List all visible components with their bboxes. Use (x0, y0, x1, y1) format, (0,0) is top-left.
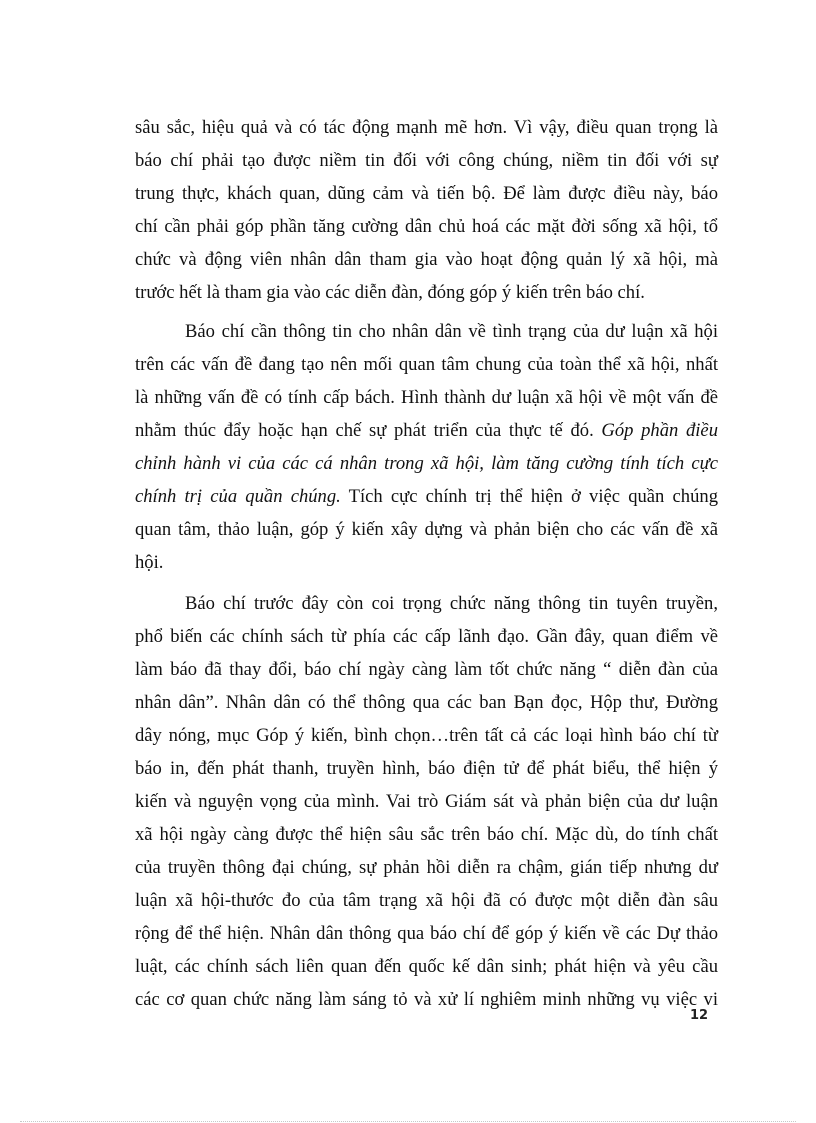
text-line: trên các vấn đề đang tạo nên mối quan tâm chung của toàn thể xã hội, nhất (135, 354, 718, 375)
paragraph-2 (135, 315, 718, 579)
text-line: quan tâm, thảo luận, góp ý kiến xây dựng và phản biện cho các vấn đề xã (135, 519, 718, 540)
text-line: rộng để thể hiện. Nhân dân thông qua báo chí để góp ý kiến về các Dự thảo (135, 923, 718, 944)
text-line: phổ biến các chính sách từ phía các cấp lãnh đạo. Gần đây, quan điểm về (135, 626, 718, 647)
text-line: chức và động viên nhân dân tham gia vào hoạt động quản lý xã hội, mà (135, 249, 718, 270)
text-line (135, 480, 718, 513)
text-line: xã hội ngày càng được thể hiện sâu sắc trên báo chí. Mặc dù, do tính chất (135, 824, 718, 845)
text-line: luật, các chính sách liên quan đến quốc kế dân sinh; phát hiện và yêu cầu (135, 956, 718, 977)
text-line: kiến và nguyện vọng của mình. Vai trò Giám sát và phản biện của dư luận (135, 791, 718, 812)
paragraph-1 (135, 111, 718, 309)
page-number: 12 (690, 1008, 709, 1023)
text-line (135, 414, 718, 447)
text-line: sâu sắc, hiệu quả và có tác động mạnh mẽ hơn. Vì vậy, điều quan trọng là (135, 117, 718, 138)
text-line: các cơ quan chức năng làm sáng tỏ và xử lí nghiêm minh những vụ việc vi (135, 989, 718, 1010)
text-line: báo in, đến phát thanh, truyền hình, báo điện tử để phát biểu, thể hiện ý (135, 758, 718, 779)
text-line: làm báo đã thay đổi, báo chí ngày càng làm tốt chức năng “ diễn đàn của (135, 659, 718, 680)
page-bottom-divider (20, 1121, 796, 1122)
paragraph-3 (135, 587, 718, 1016)
text-line: Báo chí trước đây còn coi trọng chức năng thông tin tuyên truyền, (185, 593, 718, 614)
text-run: Tích cực chính trị thể hiện ở việc quần chúng (340, 486, 718, 507)
italic-text-run: chính trị của quần chúng. (135, 486, 341, 507)
text-line: luận xã hội-thước đo của tâm trạng xã hội đã có được một diễn đàn sâu (135, 890, 718, 911)
text-line: Báo chí cần thông tin cho nhân dân về tình trạng của dư luận xã hội (185, 321, 718, 342)
text-line: của truyền thông đại chúng, sự phản hồi diễn ra chậm, gián tiếp nhưng dư (135, 857, 718, 878)
text-line: nhân dân”. Nhân dân có thể thông qua các ban Bạn đọc, Hộp thư, Đường (135, 692, 718, 713)
italic-text-line: chỉnh hành vi của các cá nhân trong xã hội, làm tăng cường tính tích cực (135, 453, 718, 474)
text-line: trước hết là tham gia vào các diễn đàn, đóng góp ý kiến trên báo chí. (135, 282, 645, 303)
text-line: dây nóng, mục Góp ý kiến, bình chọn…trên tất cả các loại hình báo chí từ (135, 725, 718, 746)
text-line: là những vấn đề có tính cấp bách. Hình thành dư luận xã hội về một vấn đề (135, 387, 718, 408)
text-run: nhằm thúc đẩy hoặc hạn chế sự phát triển của thực tế đó. (135, 420, 602, 441)
text-line: báo chí phải tạo được niềm tin đối với công chúng, niềm tin đối với sự (135, 150, 718, 171)
text-line: hội. (135, 552, 164, 573)
text-line: trung thực, khách quan, dũng cảm và tiến bộ. Để làm được điều này, báo (135, 183, 718, 204)
italic-text-run: Góp phần điều (601, 420, 718, 441)
text-line: chí cần phải góp phần tăng cường dân chủ hoá các mặt đời sống xã hội, tổ (135, 216, 718, 237)
